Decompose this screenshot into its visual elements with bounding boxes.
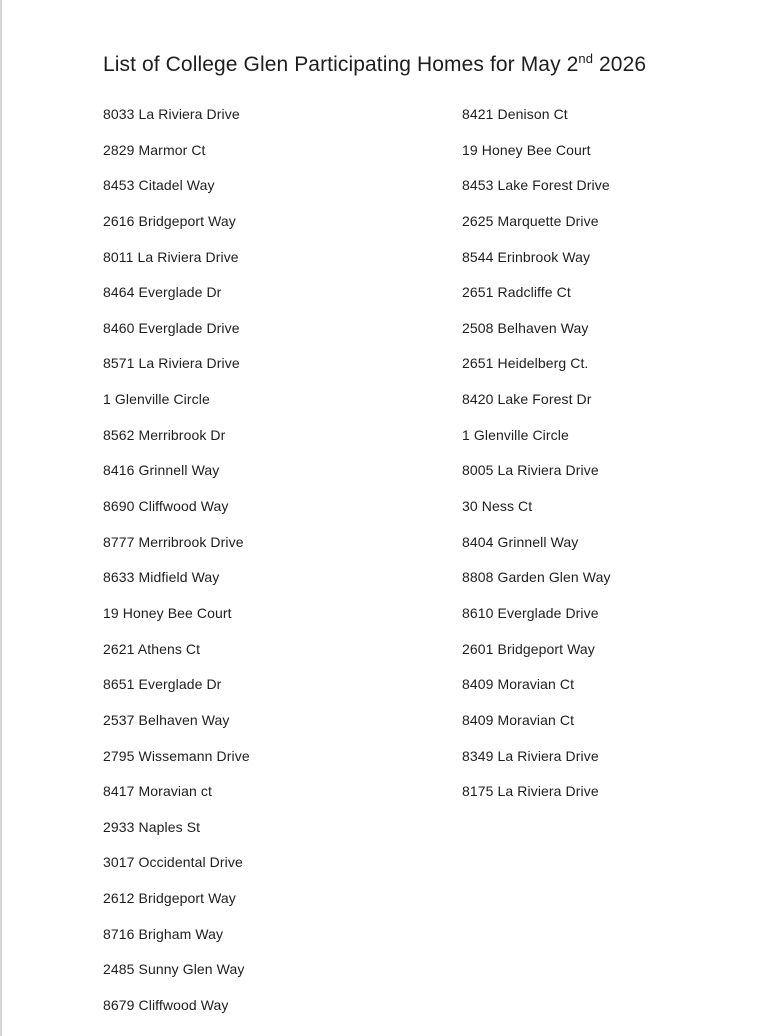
address-item: 8562 Merribrook Dr <box>103 426 226 443</box>
address-item: 8409 Moravian Ct <box>462 676 575 693</box>
address-item: 8460 Everglade Drive <box>103 319 240 336</box>
address-item: 19 Honey Bee Court <box>103 604 232 621</box>
address-item: 8808 Garden Glen Way <box>462 569 611 586</box>
address-item: 2612 Bridgeport Way <box>103 890 236 907</box>
page-left-edge-line <box>0 0 2 1036</box>
address-item: 8011 La Riviera Drive <box>103 248 239 265</box>
address-item: 2651 Radcliffe Ct <box>462 284 571 301</box>
address-item: 8544 Erinbrook Way <box>462 248 591 265</box>
page-title-ordinal: nd <box>578 51 594 66</box>
address-item: 2625 Marquette Drive <box>462 212 599 229</box>
address-item: 2651 Heidelberg Ct. <box>462 355 589 372</box>
address-item: 8404 Grinnell Way <box>462 533 579 550</box>
address-item: 2537 Belhaven Way <box>103 711 230 728</box>
address-item: 8453 Lake Forest Drive <box>462 177 610 194</box>
address-item: 2829 Marmor Ct <box>103 141 206 158</box>
address-item: 8453 Citadel Way <box>103 177 215 194</box>
address-item: 8633 Midfield Way <box>103 569 220 586</box>
address-item: 3017 Occidental Drive <box>103 854 243 871</box>
address-item: 8421 Denison Ct <box>462 106 568 122</box>
address-item: 8679 Cliffwood Way <box>103 997 229 1014</box>
address-item: 8610 Everglade Drive <box>462 604 599 621</box>
address-item: 2795 Wissemann Drive <box>103 747 250 764</box>
address-item: 8571 La Riviera Drive <box>103 355 240 372</box>
address-item: 8349 La Riviera Drive <box>462 747 599 764</box>
address-item: 2485 Sunny Glen Way <box>103 961 245 978</box>
address-item: 2933 Naples St <box>103 818 201 835</box>
address-item: 30 Ness Ct <box>462 498 533 515</box>
address-item: 8690 Cliffwood Way <box>103 498 229 515</box>
address-column-left <box>103 105 462 1032</box>
address-item: 2601 Bridgeport Way <box>462 640 595 657</box>
address-item: 1 Glenville Circle <box>462 426 569 443</box>
page-title-text: List of College Glen Participating Homes for May 2 <box>103 53 579 76</box>
address-item: 8417 Moravian ct <box>103 783 212 800</box>
address-item: 8777 Merribrook Drive <box>103 533 244 550</box>
address-item: 2508 Belhaven Way <box>462 319 589 336</box>
address-item: 2621 Athens Ct <box>103 640 201 657</box>
page-title-year: 2026 <box>593 53 647 76</box>
address-item: 8420 Lake Forest Dr <box>462 391 592 408</box>
address-item: 8409 Moravian Ct <box>462 711 575 728</box>
page-title <box>103 51 646 79</box>
address-item: 8716 Brigham Way <box>103 925 224 942</box>
address-item: 8651 Everglade Dr <box>103 676 222 693</box>
address-item: 8033 La Riviera Drive <box>103 106 240 122</box>
address-item: 19 Honey Bee Court <box>462 141 591 158</box>
address-item: 8464 Everglade Dr <box>103 284 222 301</box>
address-item: 2616 Bridgeport Way <box>103 212 236 229</box>
address-item: 8416 Grinnell Way <box>103 462 220 479</box>
address-item: 1 Glenville Circle <box>103 391 210 408</box>
address-item: 8175 La Riviera Drive <box>462 783 599 800</box>
address-item: 8005 La Riviera Drive <box>462 462 599 479</box>
address-column-right <box>462 105 742 818</box>
address-columns <box>103 105 742 1032</box>
